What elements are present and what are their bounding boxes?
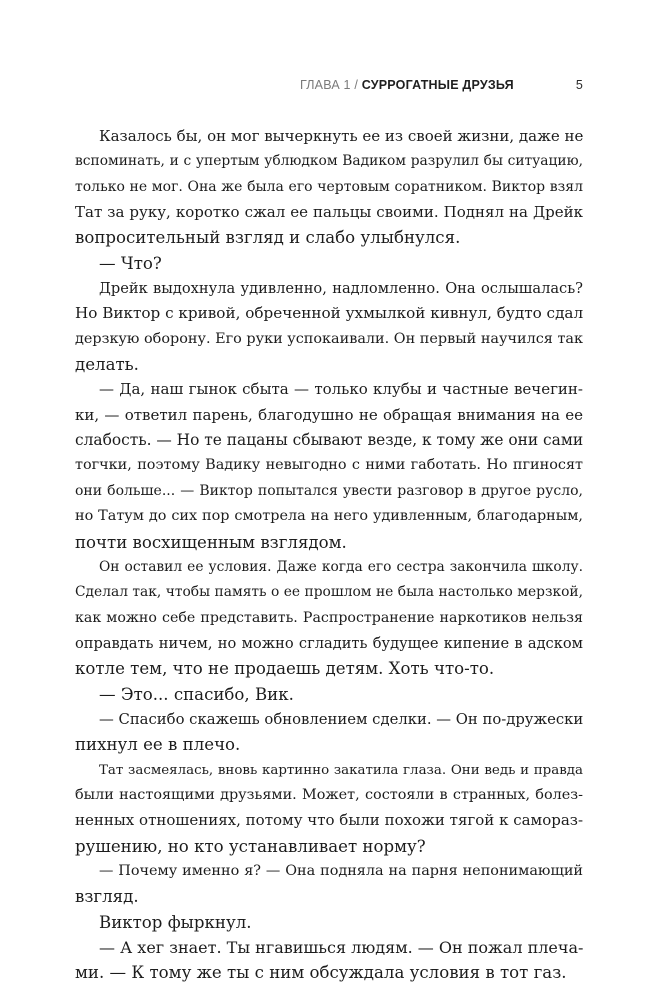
- text-line: почти восхищенным взглядом.: [75, 532, 347, 552]
- running-head: [300, 75, 583, 95]
- text-line: тогчки, поэтому Вадику невыгодно с ними габотать. Но пгиносят: [75, 457, 583, 474]
- text-line: ненных отношениях, потому что были похожи тягой к самораз-: [75, 811, 583, 830]
- text-line: Сделал так, чтобы память о ее прошлом не была настолько мерзкой,: [75, 584, 583, 601]
- chapter-title: СУРРОГАТНЫЕ ДРУЗЬЯ: [361, 78, 514, 92]
- text-line: Дрейк выдохнула удивленно, надломленно. Она ослышалась?: [99, 280, 583, 298]
- body-text: [75, 124, 583, 986]
- text-line: Он оставил ее условия. Даже когда его сестра закончила школу.: [99, 558, 583, 575]
- text-line: вспоминать, и с упертым ублюдком Вадиком разрулил бы ситуацию,: [75, 153, 583, 170]
- text-line: Казалось бы, он мог вычеркнуть ее из своей жизни, даже не: [99, 127, 583, 145]
- text-line: ми. — К тому же ты с ним обсуждала условия в тот газ.: [75, 963, 567, 983]
- text-line: оправдать ничем, но можно сгладить будущее кипение в адском: [75, 634, 583, 652]
- text-line: делать.: [75, 355, 139, 375]
- text-line: взгляд.: [75, 887, 139, 907]
- text-line: слабость. — Но те пацаны сбывают везде, к тому же они сами: [75, 431, 583, 450]
- text-line: дерзкую оборону. Его руки успокаивали. Он первый научился так: [75, 330, 583, 347]
- text-line: но Татум до сих пор смотрела на него удивленным, благодарным,: [75, 508, 583, 525]
- text-line: — Почему именно я? — Она подняла на парня непонимающий: [99, 862, 583, 879]
- text-line: рушению, но кто устанавливает норму?: [75, 836, 426, 856]
- text-line: — Что?: [99, 253, 162, 273]
- text-line: котле тем, что не продаешь детям. Хоть что-то.: [75, 659, 495, 679]
- text-line: как можно себе представить. Распространение наркотиков нельзя: [75, 609, 583, 626]
- text-line: Но Виктор с кривой, обреченной ухмылкой кивнул, будто сдал: [75, 304, 583, 323]
- text-line: пихнул ее в плечо.: [75, 735, 241, 755]
- text-line: Виктор фыркнул.: [99, 912, 252, 932]
- text-line: — А хег знает. Ты нгавишься людям. — Он пожал плеча-: [99, 938, 583, 957]
- text-line: — Да, наш гынок сбыта — только клубы и частные вечегин-: [99, 380, 583, 399]
- text-line: только не мог. Она же была его чертовым соратником. Виктор взял: [75, 178, 583, 195]
- text-line: были настоящими друзьями. Может, состояли в странных, болез-: [75, 786, 583, 803]
- chapter-label: ГЛАВА 1 /: [300, 78, 359, 92]
- text-line: — Это... спасибо, Вик.: [99, 684, 294, 704]
- text-line: Тат засмеялась, вновь картинно закатила глаза. Они ведь и правда: [99, 762, 583, 778]
- page-number: 5: [575, 78, 583, 92]
- text-line: ки, — ответил парень, благодушно не обращая внимания на ее: [75, 405, 583, 424]
- text-line: — Спасибо скажешь обновлением сделки. — Он по-дружески: [99, 710, 583, 728]
- text-line: они больше... — Виктор попытался увести разговор в другое русло,: [75, 482, 583, 499]
- text-line: вопросительный взгляд и слабо улыбнулся.: [75, 228, 461, 248]
- text-line: Тат за руку, коротко сжал ее пальцы своими. Поднял на Дрейк: [75, 203, 583, 222]
